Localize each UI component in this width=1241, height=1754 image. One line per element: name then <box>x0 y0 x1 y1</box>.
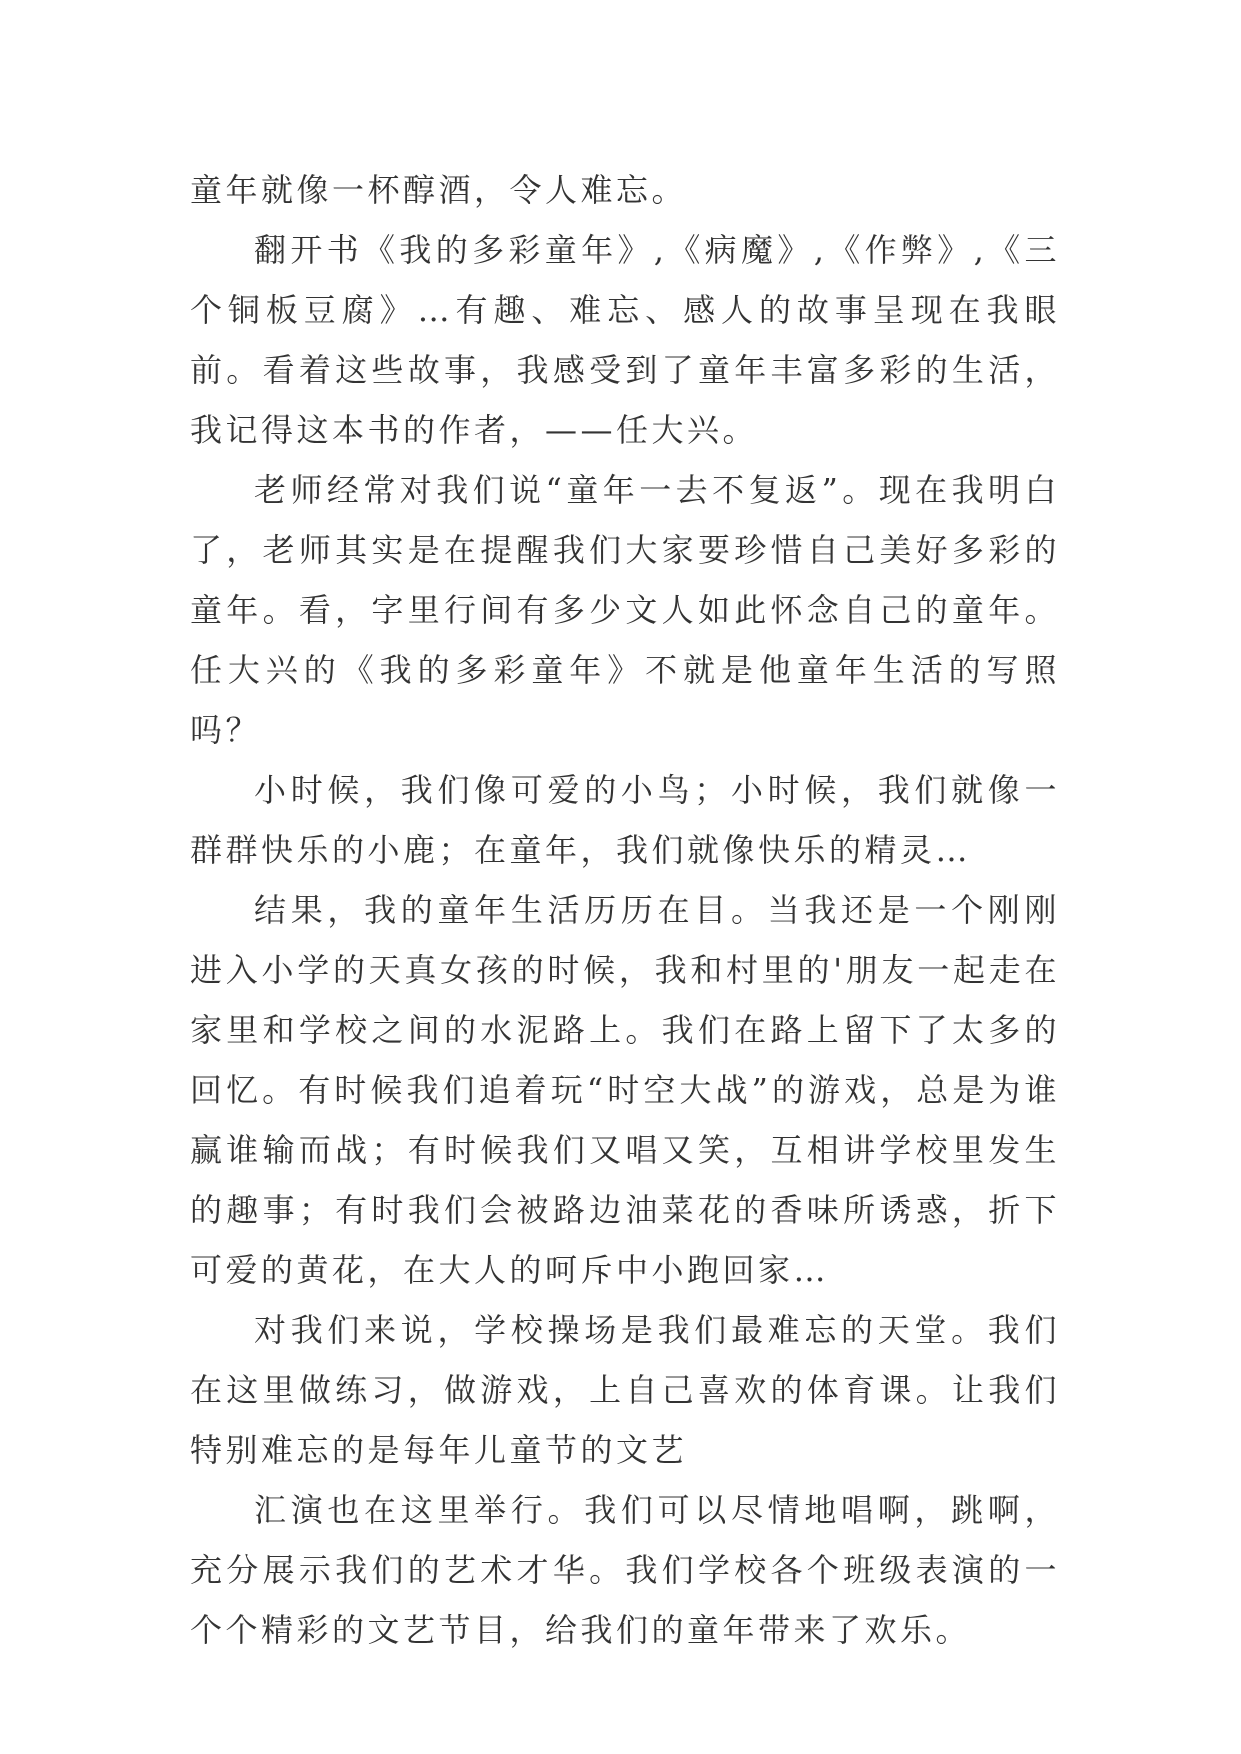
paragraph-1: 童年就像一杯醇酒，令人难忘。 <box>190 171 688 209</box>
document-body <box>190 160 1060 1660</box>
paragraph-2: 翻开书《我的多彩童年》,《病魔》,《作弊》,《三个铜板豆腐》…有趣、难忘、感人的故事呈现在我眼前。看着这些故事，我感受到了童年丰富多彩的生活，我记得这本书的作者，——任大兴。 <box>190 231 1060 449</box>
paragraph-3: 老师经常对我们说“童年一去不复返”。现在我明白了，老师其实是在提醒我们大家要珍惜自己美好多彩的童年。看，字里行间有多少文人如此怀念自己的童年。任大兴的《我的多彩童年》不就是他童年生活的写照吗？ <box>190 471 1060 749</box>
paragraph-7: 汇演也在这里举行。我们可以尽情地唱啊，跳啊，充分展示我们的艺术才华。我们学校各个班级表演的一个个精彩的文艺节目，给我们的童年带来了欢乐。 <box>190 1491 1060 1649</box>
paragraph-6: 对我们来说，学校操场是我们最难忘的天堂。我们在这里做练习，做游戏，上自己喜欢的体育课。让我们特别难忘的是每年儿童节的文艺 <box>190 1311 1060 1469</box>
paragraph-5: 结果，我的童年生活历历在目。当我还是一个刚刚进入小学的天真女孩的时候，我和村里的'朋友一起走在家里和学校之间的水泥路上。我们在路上留下了太多的回忆。有时候我们追着玩“时空大战”的游戏，总是为谁赢谁输而战；有时候我们又唱又笑，互相讲学校里发生的趣事；有时我们会被路边油菜花的香味所诱惑，折下可爱的黄花，在大人的呵斥中小跑回家… <box>190 891 1060 1289</box>
paragraph-4: 小时候，我们像可爱的小鸟；小时候，我们就像一群群快乐的小鹿；在童年，我们就像快乐的精灵… <box>190 771 1060 869</box>
